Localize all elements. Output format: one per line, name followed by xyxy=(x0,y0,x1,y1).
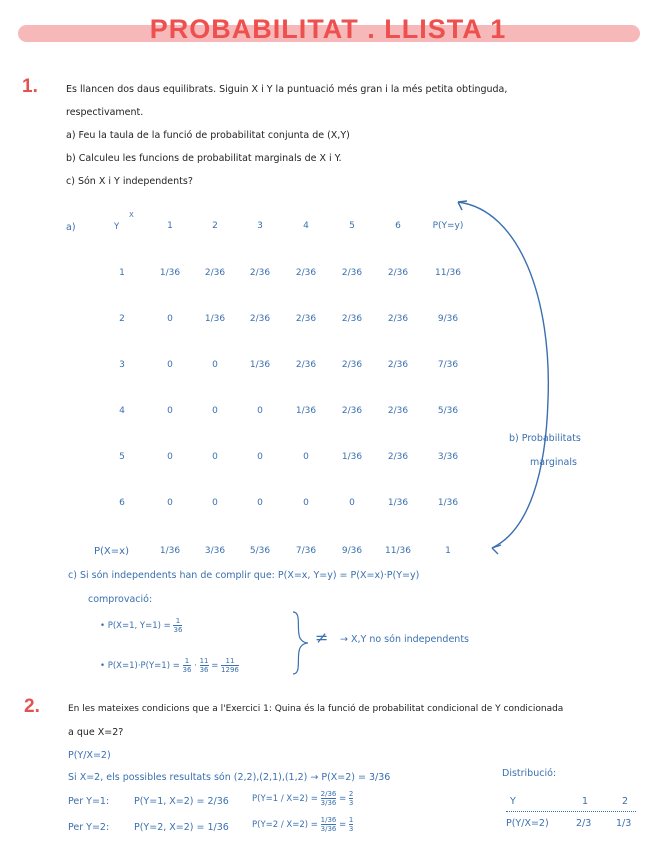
table-cell: 0 xyxy=(212,498,218,508)
marginal-y-value: 1/36 xyxy=(437,498,459,508)
ex1-part-b: b) Calculeu les funcions de probabilitat marginals de X i Y. xyxy=(66,153,342,164)
exercise-2-number: 2. xyxy=(24,696,40,717)
bullet2-lhs: • P(X=1)·P(Y=1) = xyxy=(100,661,180,671)
table-cell: 2/36 xyxy=(387,360,409,370)
table-cell: 1/36 xyxy=(159,268,181,278)
table-cell: 0 xyxy=(257,452,263,462)
per-y1-joint: P(Y=1, X=2) = 2/36 xyxy=(134,796,229,807)
marginal-x-value: 1 xyxy=(445,546,451,556)
table-cell: 2/36 xyxy=(341,360,363,370)
corner-y: Y xyxy=(114,222,120,232)
distribution-p-val-2: 1/3 xyxy=(616,818,632,829)
marginal-y-value: 11/36 xyxy=(435,268,461,278)
col-header-x-4: 4 xyxy=(303,221,309,231)
col-header-x-2: 2 xyxy=(212,221,218,231)
ex1-statement-line2: respectivament. xyxy=(66,107,144,118)
table-cell: 2/36 xyxy=(387,268,409,278)
page-title: PROBABILITAT . LLISTA 1 xyxy=(149,14,507,44)
bullet2-result: $\frac{11}{1296}$ xyxy=(221,657,239,674)
marginals-note-line2: marginals xyxy=(530,457,577,468)
table-cell: 0 xyxy=(167,498,173,508)
table-cell: 0 xyxy=(212,360,218,370)
marginal-x-value: 7/36 xyxy=(295,546,317,556)
table-cell: 2/36 xyxy=(295,314,317,324)
per-y2-label: Per Y=2: xyxy=(68,822,110,833)
marginal-x-value: 11/36 xyxy=(385,546,411,556)
distribution-y-val-1: 1 xyxy=(582,796,589,807)
col-header-x-3: 3 xyxy=(257,221,263,231)
bullet1-lhs: • P(X=1, Y=1) = xyxy=(100,621,171,631)
table-cell: 2/36 xyxy=(387,314,409,324)
table-cell: 1/36 xyxy=(204,314,226,324)
marginal-x-value: 9/36 xyxy=(341,546,363,556)
distribution-y-val-2: 2 xyxy=(622,796,629,807)
independence-conclusion: → X,Y no són independents xyxy=(340,634,469,645)
marginal-x-label: P(X=x) xyxy=(94,546,129,557)
table-cell: 0 xyxy=(303,452,309,462)
answer-c-line: c) Si són independents han de complir que: P(X=x, Y=y) = P(X=x)·P(Y=y) xyxy=(68,570,420,581)
row-label-y-4: 4 xyxy=(119,406,125,416)
bullet-2: • P(X=1)·P(Y=1) = $\frac{1}{36}$ · $\frac{11}{36}$ = $\frac{11}{1296}$ xyxy=(100,657,239,674)
ex2-statement-line1: En les mateixes condicions que a l'Exercici 1: Quina és la funció de probabilitat condicional de Y condicionada xyxy=(68,704,564,714)
col-header-x-5: 5 xyxy=(349,221,355,231)
table-cell: 2/36 xyxy=(341,268,363,278)
ex2-cond-label: P(Y/X=2) xyxy=(68,750,111,761)
exercise-1-number: 1. xyxy=(22,76,38,97)
ex1-statement-line1: Es llancen dos daus equilibrats. Siguin X i Y la puntuació més gran i la més petita obtinguda, xyxy=(66,84,508,95)
marginal-y-value: 7/36 xyxy=(437,360,459,370)
table-cell: 2/36 xyxy=(295,360,317,370)
marginal-y-value: 5/36 xyxy=(437,406,459,416)
distribution-y-header: Y xyxy=(510,796,516,807)
bullet-1 xyxy=(100,617,182,634)
table-cell: 0 xyxy=(167,452,173,462)
table-cell: 0 xyxy=(167,360,173,370)
marginals-note-line1: b) Probabilitats xyxy=(509,433,581,444)
distribution-p-val-1: 2/3 xyxy=(576,818,592,829)
table-cell: 1/36 xyxy=(387,498,409,508)
table-cell: 2/36 xyxy=(341,406,363,416)
table-cell: 2/36 xyxy=(249,314,271,324)
ex2-results-line: Si X=2, els possibles resultats són (2,2),(2,1),(1,2) → P(X=2) = 3/36 xyxy=(68,772,391,783)
table-cell: 1/36 xyxy=(341,452,363,462)
table-cell: 0 xyxy=(167,314,173,324)
bullet1-fraction: $\frac{1}{36}$ xyxy=(173,617,183,634)
table-cell: 0 xyxy=(167,406,173,416)
per-y2-joint: P(Y=2, X=2) = 1/36 xyxy=(134,822,229,833)
marginal-y-header: P(Y=y) xyxy=(432,221,464,231)
marginal-x-value: 5/36 xyxy=(249,546,271,556)
table-cell: 0 xyxy=(349,498,355,508)
table-cell: 0 xyxy=(212,406,218,416)
table-cell: 2/36 xyxy=(249,268,271,278)
ex2-statement-line2: a que X=2? xyxy=(68,727,124,738)
distribution-divider xyxy=(506,811,636,812)
row-label-y-1: 1 xyxy=(119,268,125,278)
table-cell: 0 xyxy=(303,498,309,508)
table-cell: 2/36 xyxy=(204,268,226,278)
neq-symbol: ≠ xyxy=(315,628,329,647)
col-header-x-1: 1 xyxy=(167,221,173,231)
table-cell: 2/36 xyxy=(387,452,409,462)
answer-a-label: a) xyxy=(66,222,76,233)
distribution-label: Distribució: xyxy=(502,768,557,779)
table-cell: 2/36 xyxy=(295,268,317,278)
row-label-y-3: 3 xyxy=(119,360,125,370)
table-cell: 2/36 xyxy=(387,406,409,416)
per-y1-conditional: P(Y=1 / X=2) = $\frac{2/36}{3/36}$ = $\frac{2}{3}$ xyxy=(252,790,354,807)
row-label-y-5: 5 xyxy=(119,452,125,462)
table-cell: 1/36 xyxy=(295,406,317,416)
col-header-x-6: 6 xyxy=(395,221,401,231)
bullet2-fraction-1: $\frac{1}{36}$ xyxy=(182,657,192,674)
row-label-y-2: 2 xyxy=(119,314,125,324)
marginal-y-value: 3/36 xyxy=(437,452,459,462)
bullet2-fraction-2: $\frac{11}{36}$ xyxy=(199,657,209,674)
table-cell: 0 xyxy=(212,452,218,462)
check-label: comprovació: xyxy=(88,594,153,605)
marginal-y-value: 9/36 xyxy=(437,314,459,324)
ex1-part-a: a) Feu la taula de la funció de probabilitat conjunta de (X,Y) xyxy=(66,130,350,141)
marginal-x-value: 1/36 xyxy=(159,546,181,556)
table-cell: 2/36 xyxy=(341,314,363,324)
table-cell: 0 xyxy=(257,498,263,508)
row-label-y-6: 6 xyxy=(119,498,125,508)
marginal-x-value: 3/36 xyxy=(204,546,226,556)
per-y1-label: Per Y=1: xyxy=(68,796,110,807)
per-y2-conditional: P(Y=2 / X=2) = $\frac{1/36}{3/36}$ = $\frac{1}{3}$ xyxy=(252,816,354,833)
distribution-p-header: P(Y/X=2) xyxy=(506,818,549,829)
table-cell: 0 xyxy=(257,406,263,416)
ex1-part-c: c) Són X i Y independents? xyxy=(66,176,193,187)
corner-x: X xyxy=(129,211,134,219)
table-cell: 1/36 xyxy=(249,360,271,370)
